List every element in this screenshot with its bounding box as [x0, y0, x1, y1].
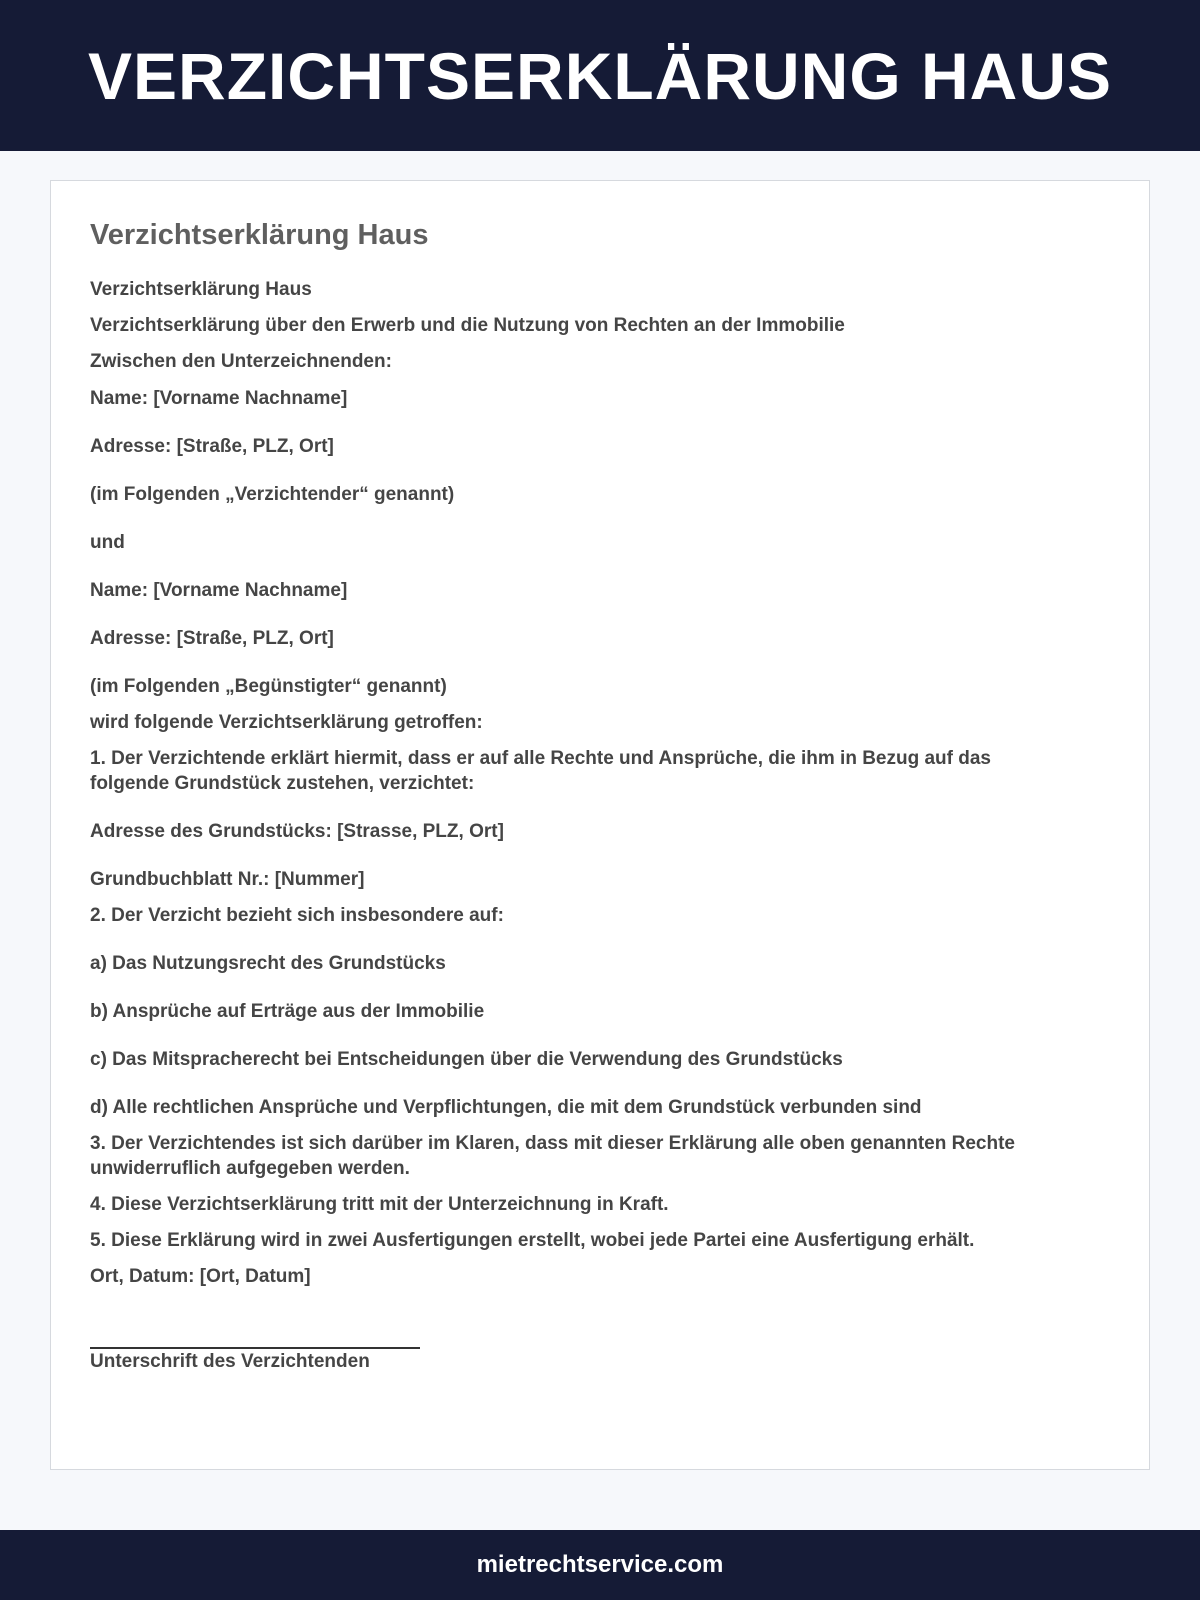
header-title: VERZICHTSERKLÄRUNG HAUS	[87, 38, 1113, 113]
doc-line: Adresse: [Straße, PLZ, Ort]	[90, 436, 334, 457]
document-card	[50, 180, 1150, 1470]
page-footer	[0, 1530, 1200, 1600]
doc-line: b) Ansprüche auf Erträge aus der Immobilie	[90, 1001, 485, 1022]
doc-line: Adresse: [Straße, PLZ, Ort]	[90, 628, 334, 649]
page-header	[0, 0, 1200, 151]
doc-line: 5. Diese Erklärung wird in zwei Ausfertigungen erstellt, wobei jede Partei eine Ausfertigung erhält.	[90, 1230, 975, 1251]
doc-line: Verzichtserklärung Haus	[90, 279, 312, 300]
doc-line: Grundbuchblatt Nr.: [Nummer]	[90, 869, 365, 890]
doc-line: Name: [Vorname Nachname]	[90, 388, 348, 409]
doc-line: d) Alle rechtlichen Ansprüche und Verpflichtungen, die mit dem Grundstück verbunden sind	[90, 1097, 922, 1118]
doc-line: und	[90, 532, 125, 553]
doc-line: a) Das Nutzungsrecht des Grundstücks	[90, 953, 446, 974]
doc-line: Ort, Datum: [Ort, Datum]	[90, 1266, 311, 1287]
doc-line: 4. Diese Verzichtserklärung tritt mit der Unterzeichnung in Kraft.	[90, 1194, 669, 1215]
signature-label: Unterschrift des Verzichtenden	[90, 1351, 370, 1372]
doc-line: Verzichtserklärung über den Erwerb und die Nutzung von Rechten an der Immobilie	[90, 315, 845, 336]
doc-line: 2. Der Verzicht bezieht sich insbesondere auf:	[90, 905, 504, 926]
doc-line: (im Folgenden „Begünstigter“ genannt)	[90, 676, 447, 697]
doc-line: Adresse des Grundstücks: [Strasse, PLZ, Ort]	[90, 821, 504, 842]
doc-line: 1. Der Verzichtende erklärt hiermit, dass er auf alle Rechte und Ansprüche, die ihm in Bezug auf das folgende Grundstück zustehen, verzichtet:	[90, 748, 991, 794]
doc-line: wird folgende Verzichtserklärung getroffen:	[90, 712, 483, 733]
doc-line: Name: [Vorname Nachname]	[90, 580, 348, 601]
footer-site: mietrechtservice.com	[476, 1551, 724, 1578]
doc-line: Zwischen den Unterzeichnenden:	[90, 351, 392, 372]
document-title: Verzichtserklärung Haus	[90, 219, 429, 251]
doc-line: (im Folgenden „Verzichtender“ genannt)	[90, 484, 455, 505]
doc-line: c) Das Mitspracherecht bei Entscheidungen über die Verwendung des Grundstücks	[90, 1049, 843, 1070]
doc-line: 3. Der Verzichtendes ist sich darüber im Klaren, dass mit dieser Erklärung alle oben genannten Rechte unwiderruflich aufgegeben werden.	[90, 1133, 1015, 1179]
